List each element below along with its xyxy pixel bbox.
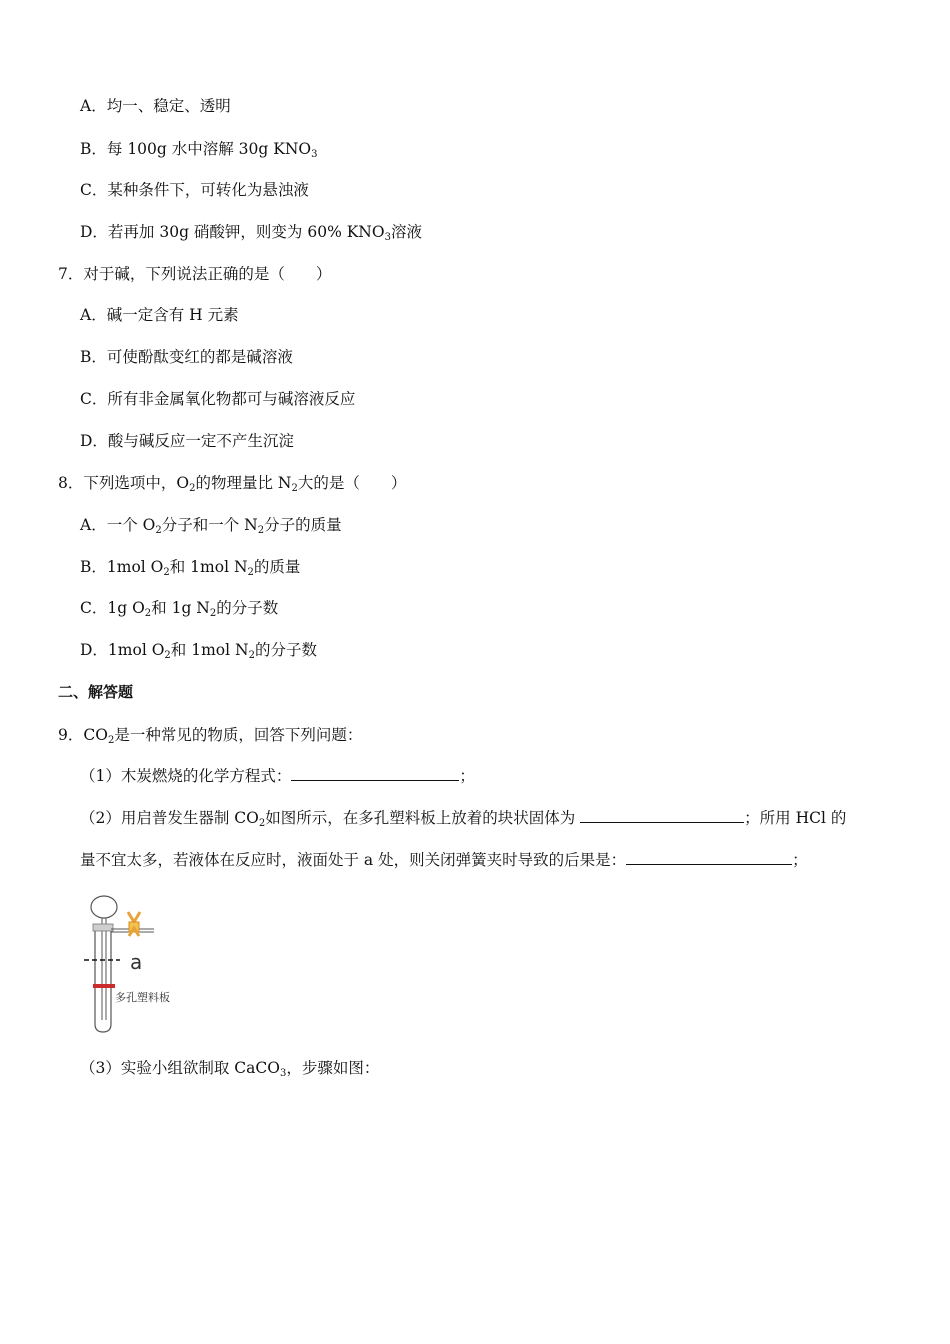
kipp-apparatus-figure — [82, 892, 192, 1034]
q8-option-a: A．一个 $O_2$分子和一个 $N_2$分子的质量 — [80, 516, 342, 536]
q6-option-d: D．若再加 30g 硝酸钾，则变为 60% $KNO_3$溶液 — [80, 223, 422, 243]
q8-stem: 8．下列选项中，$O_2$的物理量比 $N_2$大的是（ ） — [58, 474, 407, 494]
q7-option-b: B．可使酚酞变红的都是碱溶液 — [80, 348, 293, 366]
q9-part2-line2: 量不宜太多，若液体在反应时，液面处于 a 处，则关闭弹簧夹时导致的后果是： ； — [80, 851, 808, 869]
answer-blank-3[interactable] — [626, 850, 792, 865]
q6-option-b: B．每 100g 水中溶解 30g $KNO_3$ — [80, 140, 318, 160]
figure-label-a: a — [130, 950, 143, 974]
q7-stem: 7．对于碱，下列说法正确的是（ ） — [58, 265, 332, 283]
q8-option-c: C．1g $O_2$和 1g $N_2$的分子数 — [80, 599, 279, 619]
q8-option-d: D．1mol $O_2$和 1mol $N_2$的分子数 — [80, 641, 317, 661]
q7-option-d: D．酸与碱反应一定不产生沉淀 — [80, 432, 294, 450]
q9-part3: （3）实验小组欲制取 CaCO$_3$，步骤如图： — [80, 1059, 380, 1079]
q7-option-c: C．所有非金属氧化物都可与碱溶液反应 — [80, 390, 356, 408]
section-heading: 二、解答题 — [58, 683, 134, 701]
q9-part1: （1）木炭燃烧的化学方程式： ； — [80, 767, 475, 785]
answer-blank-1[interactable] — [291, 766, 459, 781]
q8-option-b: B．1mol $O_2$和 1mol $N_2$的质量 — [80, 558, 301, 578]
figure-label-porous-plate: 多孔塑料板 — [115, 991, 170, 1004]
q9-part2-line1: （2）用启普发生器制 $CO_2$如图所示，在多孔塑料板上放着的块状固体为 ；所用 HCl 的 — [80, 809, 847, 829]
answer-blank-2[interactable] — [580, 808, 744, 823]
q7-option-a: A．碱一定含有 H 元素 — [80, 306, 239, 324]
q9-stem: 9．$CO_2$是一种常见的物质，回答下列问题： — [58, 726, 363, 746]
q6-option-a: A．均一、稳定、透明 — [80, 97, 231, 115]
q6-option-c: C．某种条件下，可转化为悬浊液 — [80, 181, 309, 199]
